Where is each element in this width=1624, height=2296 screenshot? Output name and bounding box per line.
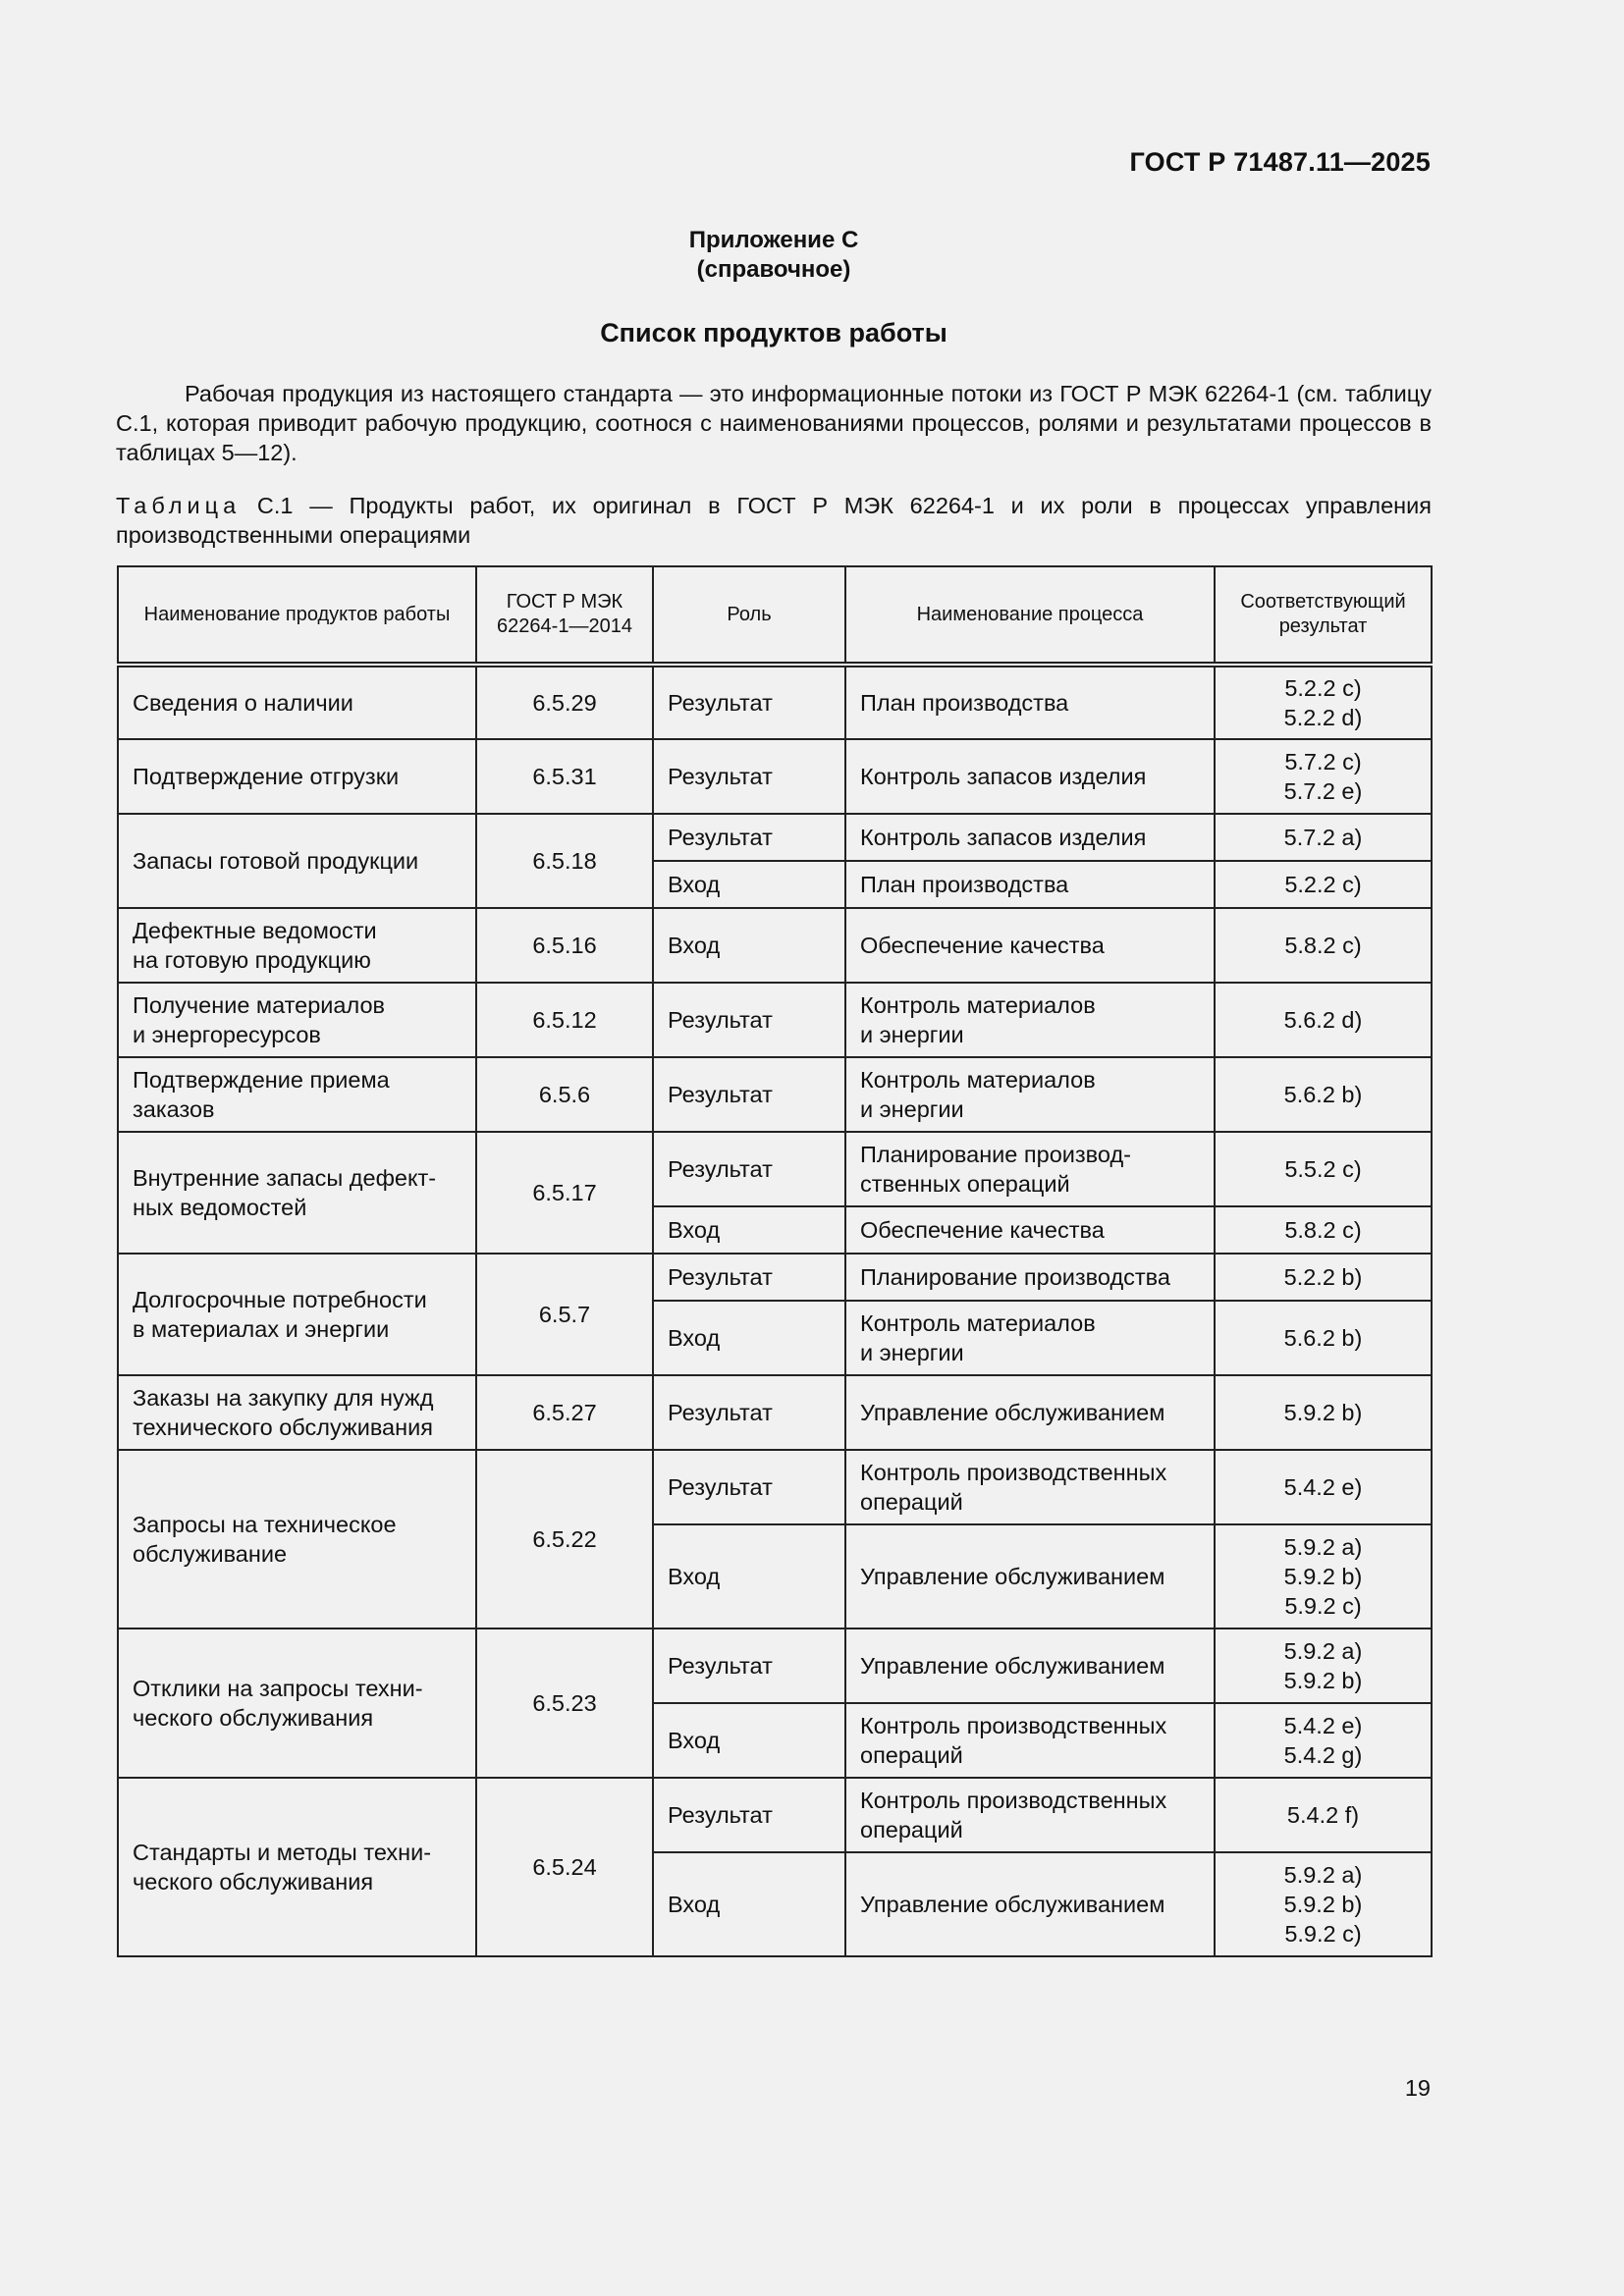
table-row (118, 1254, 1432, 1301)
role-cell: Результат (653, 1778, 845, 1852)
gost-ref-cell: 6.5.18 (476, 814, 653, 908)
process-cell: Обеспечение качества (845, 908, 1215, 983)
table-caption-label: Таблица (116, 493, 242, 518)
standard-code: ГОСТ Р 71487.11—2025 (1129, 147, 1431, 177)
gost-ref-cell: 6.5.23 (476, 1629, 653, 1778)
product-name-cell: Долгосрочные потребности в материалах и энергии (118, 1254, 476, 1375)
process-cell: Контроль производственных операций (845, 1778, 1215, 1852)
table-row (118, 1132, 1432, 1206)
result-cell: 5.2.2 c) (1215, 861, 1432, 908)
table-row (118, 983, 1432, 1057)
table-caption (116, 491, 1432, 550)
process-cell: Планирование производства (845, 1254, 1215, 1301)
result-cell: 5.9.2 a) 5.9.2 b) 5.9.2 c) (1215, 1524, 1432, 1629)
result-cell: 5.8.2 c) (1215, 1206, 1432, 1254)
process-cell: Управление обслуживанием (845, 1375, 1215, 1450)
product-name-cell: Стандарты и методы техни- ческого обслуживания (118, 1778, 476, 1956)
section-title: Список продуктов работы (600, 318, 947, 347)
result-cell: 5.4.2 e) (1215, 1450, 1432, 1524)
product-name-cell: Подтверждение приема заказов (118, 1057, 476, 1132)
appendix-label: Приложение С (688, 227, 859, 253)
product-name-cell: Подтверждение отгрузки (118, 739, 476, 814)
process-cell: Контроль запасов изделия (845, 739, 1215, 814)
work-products-table (117, 565, 1433, 1957)
page-number: 19 (1404, 2075, 1431, 2101)
gost-ref-cell: 6.5.29 (476, 665, 653, 739)
role-cell: Результат (653, 1057, 845, 1132)
result-cell: 5.6.2 d) (1215, 983, 1432, 1057)
result-cell: 5.7.2 a) (1215, 814, 1432, 861)
header-result: Соответствующий результат (1215, 566, 1432, 665)
table-row (118, 1629, 1432, 1703)
process-cell: Контроль производственных операций (845, 1450, 1215, 1524)
role-cell: Вход (653, 1206, 845, 1254)
role-cell: Результат (653, 1375, 845, 1450)
appendix-type: (справочное) (696, 256, 851, 283)
gost-ref-cell: 6.5.7 (476, 1254, 653, 1375)
product-name-cell: Дефектные ведомости на готовую продукцию (118, 908, 476, 983)
result-cell: 5.4.2 f) (1215, 1778, 1432, 1852)
result-cell: 5.5.2 c) (1215, 1132, 1432, 1206)
role-cell: Результат (653, 1254, 845, 1301)
gost-ref-cell: 6.5.16 (476, 908, 653, 983)
process-cell: Управление обслуживанием (845, 1629, 1215, 1703)
role-cell: Вход (653, 1852, 845, 1956)
result-cell: 5.6.2 b) (1215, 1057, 1432, 1132)
gost-ref-cell: 6.5.17 (476, 1132, 653, 1254)
table-row (118, 665, 1432, 739)
table-caption-text: С.1 — Продукты работ, их оригинал в ГОСТ Р МЭК 62264-1 и их роли в процессах управления производственными операциями (116, 493, 1433, 548)
table-row (118, 739, 1432, 814)
product-name-cell: Запросы на техническое обслуживание (118, 1450, 476, 1629)
product-name-cell: Отклики на запросы техни- ческого обслуживания (118, 1629, 476, 1778)
role-cell: Вход (653, 1703, 845, 1778)
role-cell: Результат (653, 1629, 845, 1703)
table-row (118, 908, 1432, 983)
role-cell: Результат (653, 814, 845, 861)
table-body (118, 665, 1432, 1956)
role-cell: Вход (653, 908, 845, 983)
process-cell: Контроль запасов изделия (845, 814, 1215, 861)
gost-ref-cell: 6.5.31 (476, 739, 653, 814)
role-cell: Вход (653, 1524, 845, 1629)
role-cell: Вход (653, 861, 845, 908)
table-row (118, 1450, 1432, 1524)
result-cell: 5.9.2 a) 5.9.2 b) 5.9.2 c) (1215, 1852, 1432, 1956)
result-cell: 5.9.2 a) 5.9.2 b) (1215, 1629, 1432, 1703)
role-cell: Результат (653, 1132, 845, 1206)
result-cell: 5.2.2 b) (1215, 1254, 1432, 1301)
process-cell: Планирование производ- ственных операций (845, 1132, 1215, 1206)
header-role: Роль (653, 566, 845, 665)
process-cell: Управление обслуживанием (845, 1524, 1215, 1629)
result-cell: 5.9.2 b) (1215, 1375, 1432, 1450)
product-name-cell: Заказы на закупку для нужд технического обслуживания (118, 1375, 476, 1450)
gost-ref-cell: 6.5.12 (476, 983, 653, 1057)
header-process: Наименование процесса (845, 566, 1215, 665)
table-row (118, 1057, 1432, 1132)
process-cell: Контроль материалов и энергии (845, 1301, 1215, 1375)
header-product: Наименование продуктов работы (118, 566, 476, 665)
header-gost: ГОСТ Р МЭК 62264-1—2014 (476, 566, 653, 665)
gost-ref-cell: 6.5.24 (476, 1778, 653, 1956)
process-cell: Обеспечение качества (845, 1206, 1215, 1254)
process-cell: План производства (845, 861, 1215, 908)
table-row (118, 814, 1432, 861)
product-name-cell: Получение материалов и энергоресурсов (118, 983, 476, 1057)
result-cell: 5.2.2 c) 5.2.2 d) (1215, 665, 1432, 739)
appendix-heading (0, 226, 1547, 285)
product-name-cell: Запасы готовой продукции (118, 814, 476, 908)
table-row (118, 1375, 1432, 1450)
role-cell: Результат (653, 1450, 845, 1524)
table-header-row (118, 566, 1432, 665)
result-cell: 5.4.2 e) 5.4.2 g) (1215, 1703, 1432, 1778)
process-cell: Контроль материалов и энергии (845, 983, 1215, 1057)
result-cell: 5.7.2 c) 5.7.2 e) (1215, 739, 1432, 814)
role-cell: Результат (653, 739, 845, 814)
result-cell: 5.6.2 b) (1215, 1301, 1432, 1375)
role-cell: Результат (653, 665, 845, 739)
gost-ref-cell: 6.5.22 (476, 1450, 653, 1629)
intro-text: Рабочая продукция из настоящего стандарта — это информационные потоки из ГОСТ Р МЭК 62264-1 (см. таблицу С.1, которая приводит рабочую продукцию, соотнося с наименованиями процессов, ролями и результатами процессов в таблицах 5—12). (116, 381, 1432, 465)
product-name-cell: Сведения о наличии (118, 665, 476, 739)
result-cell: 5.8.2 c) (1215, 908, 1432, 983)
role-cell: Результат (653, 983, 845, 1057)
process-cell: Контроль материалов и энергии (845, 1057, 1215, 1132)
process-cell: Контроль производственных операций (845, 1703, 1215, 1778)
product-name-cell: Внутренние запасы дефект- ных ведомостей (118, 1132, 476, 1254)
gost-ref-cell: 6.5.27 (476, 1375, 653, 1450)
role-cell: Вход (653, 1301, 845, 1375)
process-cell: План производства (845, 665, 1215, 739)
gost-ref-cell: 6.5.6 (476, 1057, 653, 1132)
table-row (118, 1778, 1432, 1852)
intro-paragraph (116, 379, 1432, 467)
process-cell: Управление обслуживанием (845, 1852, 1215, 1956)
